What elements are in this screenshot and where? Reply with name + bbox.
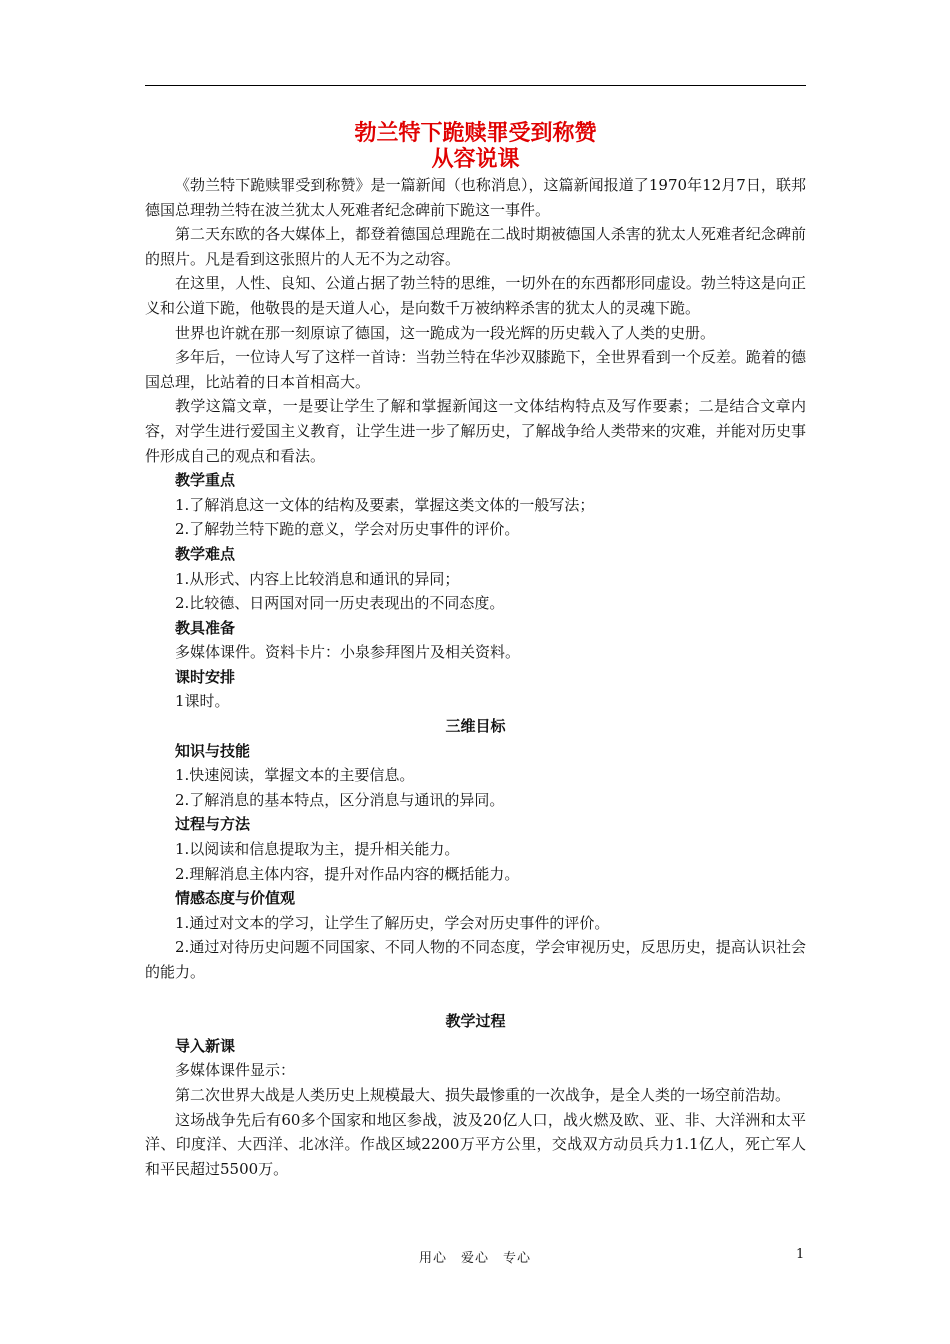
emotion-heading: 情感态度与价值观 [175,889,296,908]
document-subtitle: 从容说课 [431,147,520,172]
key-points-heading: 教学重点 [175,471,236,490]
schedule-text: 1课时。 [175,692,230,711]
intro-paragraph: 《勃兰特下跪赎罪受到称赞》是一篇新闻（也称消息），这篇新闻报道了1970年12月7日，联邦德国总理勃兰特在波兰犹太人死难者纪念碑前下跪这一事件。 [145,176,806,219]
process-paragraph: 这场战争先后有60多个国家和地区参战，波及20亿人口，战火燃及欧、亚、非、大洋洲和太平洋、印度洋、大西洋、北冰洋。作战区域2200万平方公里，交战双方动员兵力1.1亿人，死亡军人和平民超过5500万。 [145,1110,806,1178]
objectives-heading: 三维目标 [445,717,506,736]
page-number: 1 [796,1247,805,1262]
lesson-intro-heading: 导入新课 [175,1036,236,1055]
difficulty-item: 2.比较德、日两国对同一历史表现出的不同态度。 [175,594,505,613]
emotion-item: 2.通过对待历史问题不同国家、不同人物的不同态度，学会审视历史，反思历史，提高认识社会的能力。 [145,938,806,981]
intro-paragraph: 教学这篇文章，一是要让学生了解和掌握新闻这一文体结构特点及写作要素；二是结合文章内容，对学生进行爱国主义教育，让学生进一步了解历史，了解战争给人类带来的灾难，并能对历史事件形成自己的观点和看法。 [145,397,806,465]
process-method-item: 1.以阅读和信息提取为主，提升相关能力。 [175,840,460,859]
knowledge-item: 2.了解消息的基本特点，区分消息与通讯的异同。 [175,790,505,809]
difficulty-item: 1.从形式、内容上比较消息和通讯的异同； [175,569,460,588]
intro-paragraph: 在这里，人性、良知、公道占据了勃兰特的思维，一切外在的东西都形同虚设。勃兰特这是向正义和公道下跪，他敬畏的是天道人心，是向数千万被纳粹杀害的犹太人的灵魂下跪。 [145,274,806,317]
process-method-item: 2.理解消息主体内容，提升对作品内容的概括能力。 [175,864,520,883]
preparation-heading: 教具准备 [175,618,236,637]
preparation-text: 多媒体课件。资料卡片：小泉参拜图片及相关资料。 [175,643,521,662]
footer-motto: 用心 爱心 专心 [418,1251,531,1266]
document-body [145,121,806,1181]
intro-paragraph: 多年后，一位诗人写了这样一首诗：当勃兰特在华沙双膝跪下，全世界看到一个反差。跪着的德国总理，比站着的日本首相高大。 [145,348,806,391]
knowledge-heading: 知识与技能 [175,741,251,760]
intro-paragraph: 第二天东欧的各大媒体上，都登着德国总理跪在二战时期被德国人杀害的犹太人死难者纪念碑前的照片。凡是看到这张照片的人无不为之动容。 [145,225,806,268]
difficulties-heading: 教学难点 [175,544,236,563]
spacer [145,985,806,1010]
key-point-item: 1.了解消息这一文体的结构及要素，掌握这类文体的一般写法； [175,495,595,514]
process-paragraph: 多媒体课件显示： [175,1061,296,1080]
intro-paragraph: 世界也许就在那一刻原谅了德国，这一跪成为一段光辉的历史载入了人类的史册。 [175,323,716,342]
emotion-item: 1.通过对文本的学习，让学生了解历史，学会对历史事件的评价。 [175,913,610,932]
teaching-process-heading: 教学过程 [445,1012,506,1031]
schedule-heading: 课时安排 [175,667,236,686]
knowledge-item: 1.快速阅读，掌握文本的主要信息。 [175,766,415,785]
process-paragraph: 第二次世界大战是人类历史上规模最大、损失最惨重的一次战争，是全人类的一场空前浩劫。 [175,1085,791,1104]
key-point-item: 2.了解勃兰特下跪的意义，学会对历史事件的评价。 [175,520,520,539]
header-rule [145,85,806,86]
document-title: 勃兰特下跪赎罪受到称赞 [354,121,597,146]
process-method-heading: 过程与方法 [175,815,251,834]
